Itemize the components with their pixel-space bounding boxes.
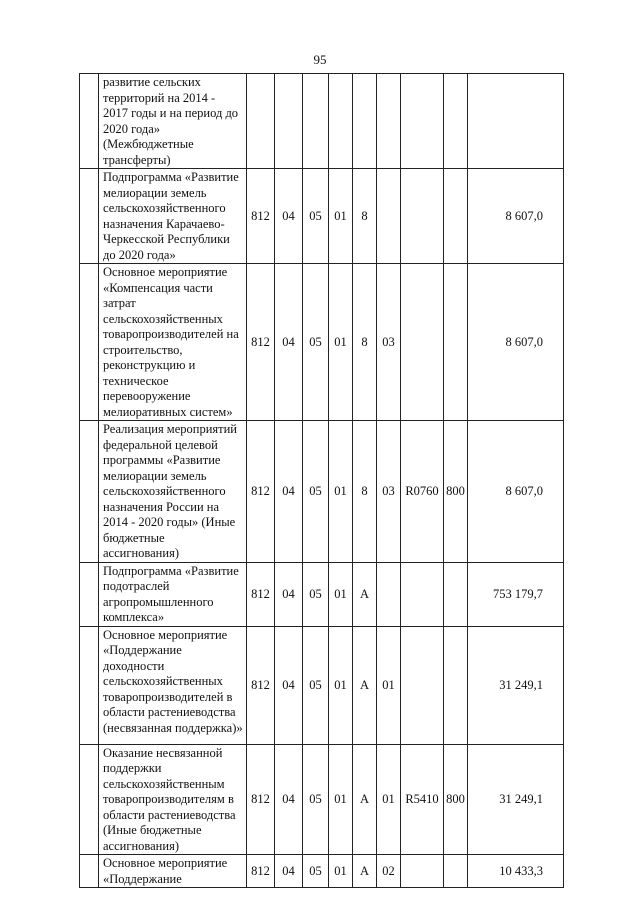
subprogram-cell: А: [353, 744, 377, 855]
expense-type-cell: [444, 562, 468, 626]
index-cell: [80, 264, 99, 421]
ministry-cell: 812: [247, 421, 275, 563]
event-cell: 02: [377, 855, 401, 888]
direction-cell: [401, 74, 444, 169]
event-cell: [377, 562, 401, 626]
direction-cell: R0760: [401, 421, 444, 563]
table-row: [80, 74, 564, 169]
subsection-cell: 05: [303, 562, 329, 626]
event-cell: 03: [377, 264, 401, 421]
direction-cell: [401, 562, 444, 626]
index-cell: [80, 421, 99, 563]
event-cell: [377, 74, 401, 169]
subsection-cell: 05: [303, 855, 329, 888]
subsection-cell: 05: [303, 421, 329, 563]
direction-cell: [401, 264, 444, 421]
amount-cell: 10 433,3: [468, 855, 564, 888]
section-cell: 04: [275, 421, 303, 563]
expense-type-cell: [444, 264, 468, 421]
subprogram-cell: [353, 74, 377, 169]
page-number: 95: [313, 52, 327, 67]
ministry-cell: [247, 74, 275, 169]
expense-type-cell: 800: [444, 744, 468, 855]
program-cell: 01: [329, 169, 353, 264]
description-cell: развитие сельских территорий на 2014 - 2017 годы и на период до 2020 года» (Межбюджетные трансферты): [99, 74, 247, 169]
program-cell: 01: [329, 264, 353, 421]
direction-cell: [401, 169, 444, 264]
index-cell: [80, 855, 99, 888]
program-cell: 01: [329, 744, 353, 855]
expense-type-cell: [444, 169, 468, 264]
section-cell: 04: [275, 855, 303, 888]
subprogram-cell: А: [353, 626, 377, 744]
subprogram-cell: А: [353, 562, 377, 626]
section-cell: 04: [275, 562, 303, 626]
ministry-cell: 812: [247, 626, 275, 744]
amount-cell: 8 607,0: [468, 169, 564, 264]
event-cell: 01: [377, 626, 401, 744]
ministry-cell: 812: [247, 855, 275, 888]
subsection-cell: 05: [303, 744, 329, 855]
description-cell: Реализация мероприятий федеральной целевой программы «Развитие мелиорации земель сельскохозяйственного назначения России на 2014 - 2020 годы» (Иные бюджетные ассигнования): [99, 421, 247, 563]
program-cell: [329, 74, 353, 169]
subsection-cell: 05: [303, 626, 329, 744]
section-cell: [275, 74, 303, 169]
subsection-cell: 05: [303, 169, 329, 264]
program-cell: 01: [329, 855, 353, 888]
subprogram-cell: А: [353, 855, 377, 888]
subsection-cell: [303, 74, 329, 169]
budget-table: [79, 73, 564, 888]
program-cell: 01: [329, 562, 353, 626]
expense-type-cell: [444, 855, 468, 888]
description-cell: Основное мероприятие «Компенсация части затрат сельскохозяйственных товаропроизводителей на строительство, реконструкцию и техническое перевооружение мелиоративных систем»: [99, 264, 247, 421]
ministry-cell: 812: [247, 264, 275, 421]
event-cell: [377, 169, 401, 264]
description-cell: Основное мероприятие «Поддержание доходности сельскохозяйственных товаропроизводителей в области растениеводства (несвязанная поддержка)»: [99, 626, 247, 744]
program-cell: 01: [329, 626, 353, 744]
table-row: [80, 855, 564, 888]
table-row: [80, 421, 564, 563]
ministry-cell: 812: [247, 744, 275, 855]
index-cell: [80, 74, 99, 169]
description-cell: Подпрограмма «Развитие мелиорации земель сельскохозяйственного назначения Карачаево-Черкесской Республики до 2020 года»: [99, 169, 247, 264]
amount-cell: [468, 74, 564, 169]
table-row: [80, 264, 564, 421]
description-cell: Оказание несвязанной поддержки сельскохозяйственным товаропроизводителям в области растениеводства (Иные бюджетные ассигнования): [99, 744, 247, 855]
subsection-cell: 05: [303, 264, 329, 421]
expense-type-cell: [444, 626, 468, 744]
section-cell: 04: [275, 744, 303, 855]
index-cell: [80, 562, 99, 626]
ministry-cell: 812: [247, 169, 275, 264]
subprogram-cell: 8: [353, 169, 377, 264]
section-cell: 04: [275, 169, 303, 264]
amount-cell: 31 249,1: [468, 744, 564, 855]
subprogram-cell: 8: [353, 264, 377, 421]
description-cell: Подпрограмма «Развитие подотраслей агропромышленного комплекса»: [99, 562, 247, 626]
program-cell: 01: [329, 421, 353, 563]
index-cell: [80, 626, 99, 744]
amount-cell: 8 607,0: [468, 421, 564, 563]
table-row: [80, 744, 564, 855]
ministry-cell: 812: [247, 562, 275, 626]
table-row: [80, 562, 564, 626]
description-cell: Основное мероприятие «Поддержание: [99, 855, 247, 888]
amount-cell: 8 607,0: [468, 264, 564, 421]
table-row: [80, 626, 564, 744]
expense-type-cell: [444, 74, 468, 169]
direction-cell: [401, 855, 444, 888]
section-cell: 04: [275, 264, 303, 421]
event-cell: 01: [377, 744, 401, 855]
index-cell: [80, 169, 99, 264]
section-cell: 04: [275, 626, 303, 744]
amount-cell: 753 179,7: [468, 562, 564, 626]
table-row: [80, 169, 564, 264]
expense-type-cell: 800: [444, 421, 468, 563]
direction-cell: [401, 626, 444, 744]
subprogram-cell: 8: [353, 421, 377, 563]
event-cell: 03: [377, 421, 401, 563]
amount-cell: 31 249,1: [468, 626, 564, 744]
direction-cell: R5410: [401, 744, 444, 855]
index-cell: [80, 744, 99, 855]
